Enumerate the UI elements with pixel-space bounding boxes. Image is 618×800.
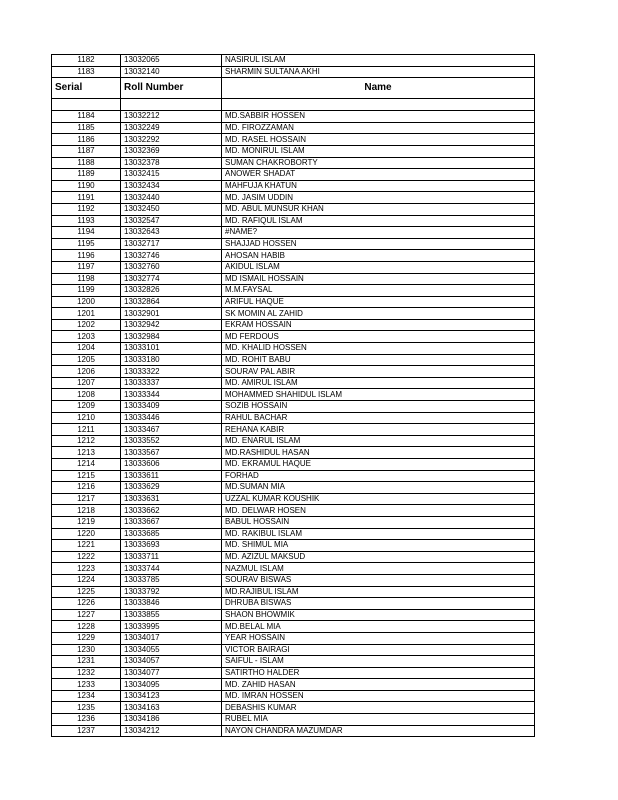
name-cell: MD.SABBIR HOSSEN	[222, 111, 535, 123]
serial-cell: 1222	[52, 551, 121, 563]
roll-number-cell: 13034212	[121, 725, 222, 737]
roll-number-cell: 13032864	[121, 296, 222, 308]
table-row	[52, 667, 535, 679]
name-cell: AKIDUL ISLAM	[222, 261, 535, 273]
table-row	[52, 679, 535, 691]
name-cell: MD. ROHIT BABU	[222, 354, 535, 366]
name-cell: #NAME?	[222, 227, 535, 239]
spacer-cell	[121, 99, 222, 111]
table-row	[52, 656, 535, 668]
name-cell: MD. FIROZZAMAN	[222, 122, 535, 134]
roll-number-cell: 13033101	[121, 343, 222, 355]
roll-number-cell: 13033744	[121, 563, 222, 575]
roll-number-cell: 13032369	[121, 145, 222, 157]
name-cell: MD. DELWAR HOSEN	[222, 505, 535, 517]
roll-number-cell: 13032450	[121, 203, 222, 215]
roll-number-cell: 13033180	[121, 354, 222, 366]
roll-list-sheet	[51, 54, 534, 737]
roll-number-cell: 13033667	[121, 516, 222, 528]
roll-number-cell: 13033606	[121, 459, 222, 471]
name-cell: MD. JASIM UDDIN	[222, 192, 535, 204]
name-cell: M.M.FAYSAL	[222, 285, 535, 297]
table-row	[52, 145, 535, 157]
name-cell: SOURAV BISWAS	[222, 574, 535, 586]
table-row	[52, 725, 535, 737]
serial-cell: 1230	[52, 644, 121, 656]
name-cell: MD. ENARUL ISLAM	[222, 435, 535, 447]
name-cell: YEAR HOSSAIN	[222, 632, 535, 644]
roll-number-cell: 13034095	[121, 679, 222, 691]
name-cell: SOURAV PAL ABIR	[222, 366, 535, 378]
serial-cell: 1188	[52, 157, 121, 169]
table-row	[52, 308, 535, 320]
spacer-cell	[52, 99, 121, 111]
roll-number-cell: 13033631	[121, 493, 222, 505]
name-cell: SATIRTHO HALDER	[222, 667, 535, 679]
name-cell: SK MOMIN AL ZAHID	[222, 308, 535, 320]
name-cell: BABUL HOSSAIN	[222, 516, 535, 528]
serial-cell: 1182	[52, 55, 121, 67]
serial-cell: 1232	[52, 667, 121, 679]
name-cell: MD. ZAHID HASAN	[222, 679, 535, 691]
serial-cell: 1214	[52, 459, 121, 471]
table-row	[52, 702, 535, 714]
name-cell: SHARMIN SULTANA AKHI	[222, 66, 535, 78]
roll-number-cell: 13033611	[121, 470, 222, 482]
name-cell: MD. KHALID HOSSEN	[222, 343, 535, 355]
roll-number-cell: 13032440	[121, 192, 222, 204]
serial-cell: 1236	[52, 714, 121, 726]
serial-cell: 1210	[52, 412, 121, 424]
name-cell: MD.RASHIDUL HASAN	[222, 447, 535, 459]
serial-cell: 1193	[52, 215, 121, 227]
name-cell: ANOWER SHADAT	[222, 169, 535, 181]
roll-number-cell: 13032746	[121, 250, 222, 262]
roll-number-cell: 13033629	[121, 482, 222, 494]
name-cell: MD. RASEL HOSSAIN	[222, 134, 535, 146]
serial-cell: 1235	[52, 702, 121, 714]
roll-number-cell: 13033409	[121, 401, 222, 413]
name-cell: MD ISMAIL HOSSAIN	[222, 273, 535, 285]
table-row	[52, 343, 535, 355]
roll-number-cell: 13033662	[121, 505, 222, 517]
table-row	[52, 319, 535, 331]
roll-number-cell: 13033995	[121, 621, 222, 633]
serial-cell: 1229	[52, 632, 121, 644]
serial-cell: 1187	[52, 145, 121, 157]
name-cell: MD. AZIZUL MAKSUD	[222, 551, 535, 563]
serial-cell: 1208	[52, 389, 121, 401]
table-header	[52, 78, 535, 111]
name-cell: NAYON CHANDRA MAZUMDAR	[222, 725, 535, 737]
name-cell: MD.RAJIBUL ISLAM	[222, 586, 535, 598]
roll-number-cell: 13033344	[121, 389, 222, 401]
roll-number-cell: 13032378	[121, 157, 222, 169]
serial-cell: 1216	[52, 482, 121, 494]
roll-number-cell: 13034163	[121, 702, 222, 714]
header-name: Name	[222, 78, 535, 99]
serial-cell: 1204	[52, 343, 121, 355]
roll-number-cell: 13032140	[121, 66, 222, 78]
roll-number-cell: 13034077	[121, 667, 222, 679]
roll-number-cell: 13033855	[121, 609, 222, 621]
name-cell: MD. RAKIBUL ISLAM	[222, 528, 535, 540]
name-cell: SOZIB HOSSAIN	[222, 401, 535, 413]
serial-cell: 1203	[52, 331, 121, 343]
roll-number-cell: 13033446	[121, 412, 222, 424]
roll-number-cell: 13032760	[121, 261, 222, 273]
roll-number-cell: 13033567	[121, 447, 222, 459]
name-cell: SUMAN CHAKROBORTY	[222, 157, 535, 169]
serial-cell: 1184	[52, 111, 121, 123]
serial-cell: 1231	[52, 656, 121, 668]
serial-cell: 1217	[52, 493, 121, 505]
name-cell: VICTOR BAIRAGI	[222, 644, 535, 656]
table-row	[52, 459, 535, 471]
table-row	[52, 366, 535, 378]
name-cell: AHOSAN HABIB	[222, 250, 535, 262]
roll-number-cell: 13033711	[121, 551, 222, 563]
table-row	[52, 111, 535, 123]
name-cell: MD FERDOUS	[222, 331, 535, 343]
serial-cell: 1196	[52, 250, 121, 262]
table-row	[52, 470, 535, 482]
serial-cell: 1225	[52, 586, 121, 598]
roll-number-cell: 13032774	[121, 273, 222, 285]
serial-cell: 1212	[52, 435, 121, 447]
name-cell: SHAON BHOWMIK	[222, 609, 535, 621]
name-cell: MAHFUJA KHATUN	[222, 180, 535, 192]
header-row	[52, 78, 535, 99]
serial-cell: 1191	[52, 192, 121, 204]
table-row	[52, 516, 535, 528]
table-row	[52, 435, 535, 447]
table-row	[52, 493, 535, 505]
roll-number-cell: 13032249	[121, 122, 222, 134]
table-row	[52, 621, 535, 633]
table-row	[52, 551, 535, 563]
name-cell: DHRUBA BISWAS	[222, 598, 535, 610]
table-row	[52, 644, 535, 656]
table-row	[52, 632, 535, 644]
table-row	[52, 540, 535, 552]
roll-number-cell: 13033792	[121, 586, 222, 598]
serial-cell: 1237	[52, 725, 121, 737]
table-row	[52, 180, 535, 192]
serial-cell: 1220	[52, 528, 121, 540]
name-cell: SHAJJAD HOSSEN	[222, 238, 535, 250]
table-row	[52, 215, 535, 227]
name-cell: SAIFUL - ISLAM	[222, 656, 535, 668]
roll-number-cell: 13033322	[121, 366, 222, 378]
table-row	[52, 250, 535, 262]
name-cell: MD. AMIRUL ISLAM	[222, 377, 535, 389]
name-cell: MD. MONIRUL ISLAM	[222, 145, 535, 157]
table-row	[52, 447, 535, 459]
roll-number-cell: 13034055	[121, 644, 222, 656]
roll-number-cell: 13034123	[121, 690, 222, 702]
name-cell: FORHAD	[222, 470, 535, 482]
roll-number-cell: 13032547	[121, 215, 222, 227]
table-row	[52, 296, 535, 308]
table-row	[52, 66, 535, 78]
table-row	[52, 134, 535, 146]
serial-cell: 1200	[52, 296, 121, 308]
name-cell: MD.SUMAN MIA	[222, 482, 535, 494]
name-cell: MD. IMRAN HOSSEN	[222, 690, 535, 702]
name-cell: MOHAMMED SHAHIDUL ISLAM	[222, 389, 535, 401]
name-cell: MD. SHIMUL MIA	[222, 540, 535, 552]
table-row	[52, 169, 535, 181]
roll-number-cell: 13033693	[121, 540, 222, 552]
name-cell: MD. RAFIQUL ISLAM	[222, 215, 535, 227]
table-row	[52, 331, 535, 343]
roll-number-cell: 13032717	[121, 238, 222, 250]
serial-cell: 1202	[52, 319, 121, 331]
roll-number-cell: 13032826	[121, 285, 222, 297]
main-rows	[52, 111, 535, 737]
spacer-row	[52, 99, 535, 111]
name-cell: ARIFUL HAQUE	[222, 296, 535, 308]
roll-number-cell: 13032292	[121, 134, 222, 146]
table-row	[52, 157, 535, 169]
serial-cell: 1194	[52, 227, 121, 239]
table-row	[52, 285, 535, 297]
table-row	[52, 412, 535, 424]
table-row	[52, 227, 535, 239]
roll-number-cell: 13032643	[121, 227, 222, 239]
serial-cell: 1192	[52, 203, 121, 215]
serial-cell: 1206	[52, 366, 121, 378]
roll-number-cell: 13032984	[121, 331, 222, 343]
serial-cell: 1234	[52, 690, 121, 702]
serial-cell: 1218	[52, 505, 121, 517]
header-roll-number: Roll Number	[121, 78, 222, 99]
name-cell: UZZAL KUMAR KOUSHIK	[222, 493, 535, 505]
name-cell: NASIRUL ISLAM	[222, 55, 535, 67]
top-rows	[52, 55, 535, 78]
serial-cell: 1228	[52, 621, 121, 633]
serial-cell: 1185	[52, 122, 121, 134]
table-row	[52, 574, 535, 586]
spacer-cell	[222, 99, 535, 111]
serial-cell: 1219	[52, 516, 121, 528]
table-row	[52, 377, 535, 389]
roll-number-cell: 13034186	[121, 714, 222, 726]
table-row	[52, 261, 535, 273]
name-cell: MD.BELAL MIA	[222, 621, 535, 633]
name-cell: NAZMUL ISLAM	[222, 563, 535, 575]
table-row	[52, 273, 535, 285]
roll-number-cell: 13033685	[121, 528, 222, 540]
name-cell: DEBASHIS KUMAR	[222, 702, 535, 714]
table-row	[52, 192, 535, 204]
roll-number-cell: 13032415	[121, 169, 222, 181]
roll-number-cell: 13034017	[121, 632, 222, 644]
serial-cell: 1199	[52, 285, 121, 297]
serial-cell: 1224	[52, 574, 121, 586]
table-row	[52, 609, 535, 621]
serial-cell: 1198	[52, 273, 121, 285]
serial-cell: 1215	[52, 470, 121, 482]
table-row	[52, 389, 535, 401]
name-cell: EKRAM HOSSAIN	[222, 319, 535, 331]
serial-cell: 1213	[52, 447, 121, 459]
table-row	[52, 55, 535, 67]
table-row	[52, 563, 535, 575]
table-row	[52, 354, 535, 366]
serial-cell: 1201	[52, 308, 121, 320]
roll-number-cell: 13033785	[121, 574, 222, 586]
table-row	[52, 690, 535, 702]
name-cell: RAHUL BACHAR	[222, 412, 535, 424]
serial-cell: 1223	[52, 563, 121, 575]
name-cell: MD. ABUL MUNSUR KHAN	[222, 203, 535, 215]
serial-cell: 1205	[52, 354, 121, 366]
serial-cell: 1186	[52, 134, 121, 146]
roll-number-cell: 13032434	[121, 180, 222, 192]
roll-list-table	[51, 54, 535, 737]
roll-number-cell: 13032065	[121, 55, 222, 67]
name-cell: RUBEL MIA	[222, 714, 535, 726]
roll-number-cell: 13033337	[121, 377, 222, 389]
table-row	[52, 586, 535, 598]
serial-cell: 1207	[52, 377, 121, 389]
serial-cell: 1197	[52, 261, 121, 273]
table-row	[52, 424, 535, 436]
serial-cell: 1183	[52, 66, 121, 78]
table-row	[52, 401, 535, 413]
header-serial: Serial	[52, 78, 121, 99]
table-row	[52, 238, 535, 250]
roll-number-cell: 13033846	[121, 598, 222, 610]
roll-number-cell: 13033552	[121, 435, 222, 447]
serial-cell: 1227	[52, 609, 121, 621]
roll-number-cell: 13032901	[121, 308, 222, 320]
table-row	[52, 505, 535, 517]
table-row	[52, 528, 535, 540]
serial-cell: 1226	[52, 598, 121, 610]
serial-cell: 1221	[52, 540, 121, 552]
serial-cell: 1190	[52, 180, 121, 192]
roll-number-cell: 13032942	[121, 319, 222, 331]
serial-cell: 1195	[52, 238, 121, 250]
name-cell: MD. EKRAMUL HAQUE	[222, 459, 535, 471]
table-row	[52, 203, 535, 215]
serial-cell: 1209	[52, 401, 121, 413]
table-row	[52, 714, 535, 726]
serial-cell: 1233	[52, 679, 121, 691]
table-row	[52, 598, 535, 610]
name-cell: REHANA KABIR	[222, 424, 535, 436]
roll-number-cell: 13032212	[121, 111, 222, 123]
serial-cell: 1189	[52, 169, 121, 181]
roll-number-cell: 13033467	[121, 424, 222, 436]
table-row	[52, 122, 535, 134]
table-row	[52, 482, 535, 494]
serial-cell: 1211	[52, 424, 121, 436]
roll-number-cell: 13034057	[121, 656, 222, 668]
